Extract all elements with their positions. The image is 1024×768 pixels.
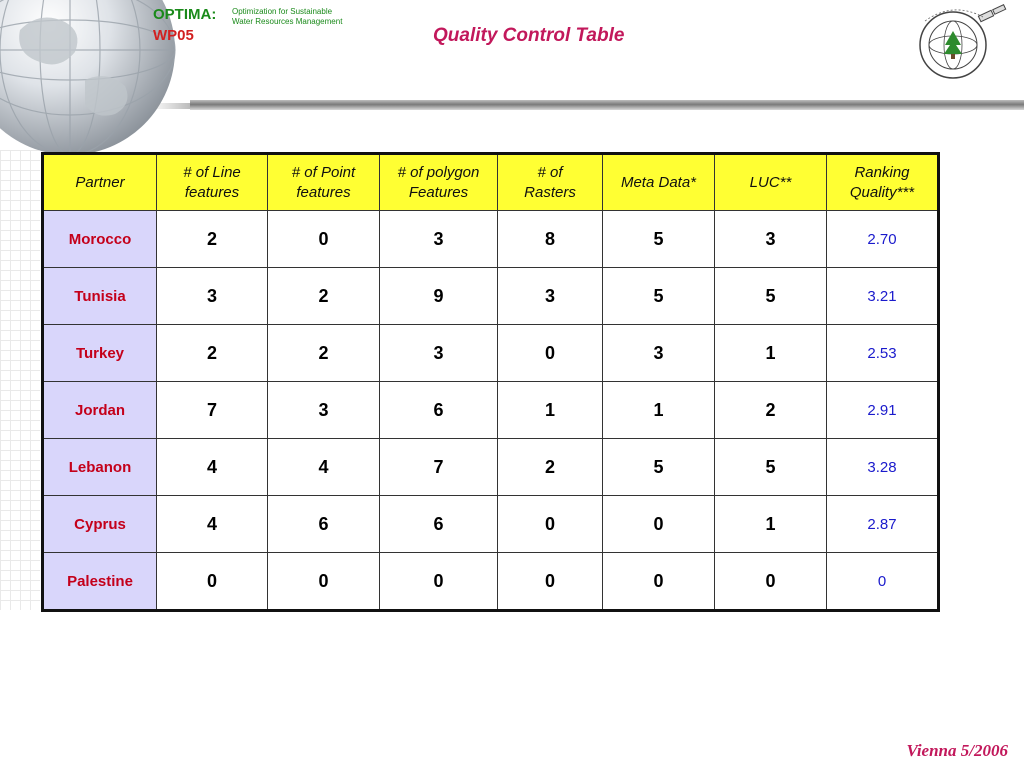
col-header-meta-data: Meta Data* xyxy=(603,154,715,211)
partner-cell: Morocco xyxy=(43,211,157,268)
line-features-cell: 0 xyxy=(157,553,268,611)
ncrs-logo-icon xyxy=(905,3,1015,81)
rasters-cell: 3 xyxy=(498,268,603,325)
polygon-features-cell: 7 xyxy=(380,439,498,496)
luc-cell: 2 xyxy=(715,382,827,439)
rasters-cell: 8 xyxy=(498,211,603,268)
line-features-cell: 2 xyxy=(157,325,268,382)
rasters-cell: 1 xyxy=(498,382,603,439)
luc-cell: 1 xyxy=(715,496,827,553)
brand-tagline-line1: Optimization for Sustainable xyxy=(232,7,333,16)
rasters-cell: 0 xyxy=(498,496,603,553)
point-features-cell: 2 xyxy=(268,268,380,325)
polygon-features-cell: 6 xyxy=(380,382,498,439)
quality-control-table xyxy=(41,152,940,612)
meta-data-cell: 0 xyxy=(603,496,715,553)
partner-cell: Jordan xyxy=(43,382,157,439)
ranking-quality-cell: 2.53 xyxy=(827,325,939,382)
polygon-features-cell: 9 xyxy=(380,268,498,325)
rasters-cell: 0 xyxy=(498,325,603,382)
globe-graphic xyxy=(0,0,180,160)
meta-data-cell: 0 xyxy=(603,553,715,611)
polygon-features-cell: 3 xyxy=(380,211,498,268)
meta-data-cell: 5 xyxy=(603,439,715,496)
luc-cell: 0 xyxy=(715,553,827,611)
point-features-cell: 0 xyxy=(268,553,380,611)
footer-location-date: Vienna 5/2006 xyxy=(906,741,1008,760)
col-header-polygon-features: # of polygon Features xyxy=(380,154,498,211)
rasters-cell: 0 xyxy=(498,553,603,611)
polygon-features-cell: 3 xyxy=(380,325,498,382)
partner-cell: Palestine xyxy=(43,553,157,611)
rasters-cell: 2 xyxy=(498,439,603,496)
partner-cell: Tunisia xyxy=(43,268,157,325)
point-features-cell: 4 xyxy=(268,439,380,496)
page-title: Quality Control Table xyxy=(433,25,625,46)
meta-data-cell: 5 xyxy=(603,268,715,325)
ranking-quality-cell: 2.70 xyxy=(827,211,939,268)
ranking-quality-cell: 3.28 xyxy=(827,439,939,496)
ranking-quality-cell: 2.91 xyxy=(827,382,939,439)
col-header-luc: LUC** xyxy=(715,154,827,211)
point-features-cell: 0 xyxy=(268,211,380,268)
meta-data-cell: 5 xyxy=(603,211,715,268)
partner-cell: Cyprus xyxy=(43,496,157,553)
decorative-grid-pattern xyxy=(0,150,40,610)
table-row xyxy=(43,496,939,553)
col-header-line-features: # of Line features xyxy=(157,154,268,211)
brand-tagline-line2: Water Resources Management xyxy=(232,17,343,26)
table-row xyxy=(43,382,939,439)
table-row xyxy=(43,268,939,325)
point-features-cell: 2 xyxy=(268,325,380,382)
col-header-point-features: # of Point features xyxy=(268,154,380,211)
line-features-cell: 2 xyxy=(157,211,268,268)
line-features-cell: 7 xyxy=(157,382,268,439)
table-row xyxy=(43,211,939,268)
col-header-ranking-quality: Ranking Quality*** xyxy=(827,154,939,211)
ranking-quality-cell: 3.21 xyxy=(827,268,939,325)
point-features-cell: 6 xyxy=(268,496,380,553)
polygon-features-cell: 6 xyxy=(380,496,498,553)
meta-data-cell: 1 xyxy=(603,382,715,439)
table-row xyxy=(43,553,939,611)
line-features-cell: 3 xyxy=(157,268,268,325)
col-header-partner: Partner xyxy=(43,154,157,211)
luc-cell: 5 xyxy=(715,268,827,325)
partner-cell: Turkey xyxy=(43,325,157,382)
polygon-features-cell: 0 xyxy=(380,553,498,611)
table-row xyxy=(43,439,939,496)
point-features-cell: 3 xyxy=(268,382,380,439)
brand-tagline xyxy=(232,7,342,27)
brand-name: OPTIMA: xyxy=(153,6,217,23)
ranking-quality-cell: 0 xyxy=(827,553,939,611)
col-header-rasters: # of Rasters xyxy=(498,154,603,211)
meta-data-cell: 3 xyxy=(603,325,715,382)
header-divider-bar xyxy=(190,100,1024,110)
luc-cell: 1 xyxy=(715,325,827,382)
line-features-cell: 4 xyxy=(157,439,268,496)
luc-cell: 3 xyxy=(715,211,827,268)
brand-workpackage: WP05 xyxy=(153,27,194,44)
table-row xyxy=(43,325,939,382)
table-header-row xyxy=(43,154,939,211)
luc-cell: 5 xyxy=(715,439,827,496)
partner-cell: Lebanon xyxy=(43,439,157,496)
ranking-quality-cell: 2.87 xyxy=(827,496,939,553)
line-features-cell: 4 xyxy=(157,496,268,553)
